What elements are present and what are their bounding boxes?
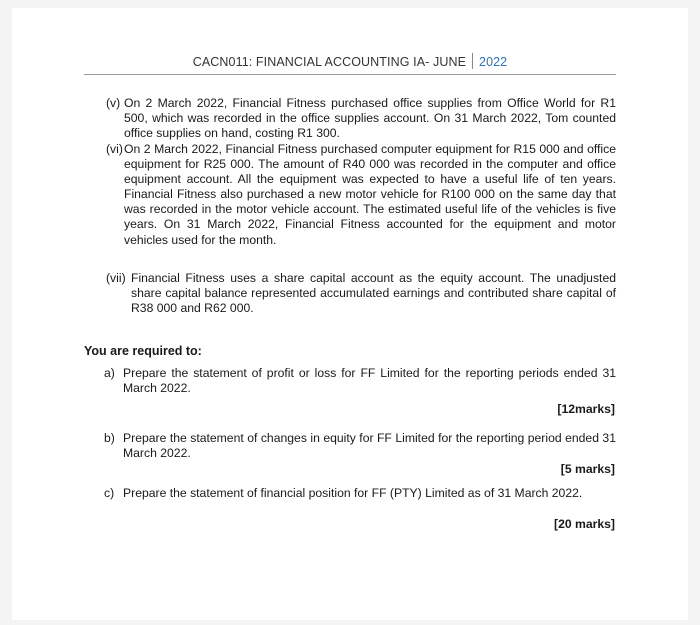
header-divider [472, 53, 473, 69]
header-year: 2022 [479, 55, 508, 69]
task-b [104, 431, 616, 461]
course-title: CACN011: FINANCIAL ACCOUNTING IA- JUNE [192, 55, 467, 69]
task-text: Prepare the statement of changes in equity for FF Limited for the reporting period ended 31 March 2022. [123, 431, 616, 461]
list-item-vii [106, 271, 616, 316]
task-number: c) [104, 486, 115, 500]
item-number: (vi) [106, 142, 123, 156]
required-heading: You are required to: [84, 344, 202, 358]
list-item-vi [106, 142, 616, 248]
item-text: On 2 March 2022, Financial Fitness purchased office supplies from Office World for R1 500, which was recorded in the office supplies account. On 31 March 2022, Tom counted office supplies on hand, costing R1 300. [124, 96, 616, 141]
task-number: b) [104, 431, 115, 445]
header-rule [84, 74, 616, 75]
task-a-marks: [12marks] [557, 402, 615, 416]
item-number: (vii) [106, 271, 126, 285]
item-text: Financial Fitness uses a share capital account as the equity account. The unadjusted share capital balance represented accumulated earnings and contributed share capital of R38 000 and R62 000. [131, 271, 616, 316]
item-number: (v) [106, 96, 121, 110]
task-number: a) [104, 366, 115, 380]
task-text: Prepare the statement of financial position for FF (PTY) Limited as of 31 March 2022. [123, 486, 583, 500]
task-text: Prepare the statement of profit or loss for FF Limited for the reporting periods ended 31 March 2022. [123, 366, 616, 396]
task-c-marks: [20 marks] [554, 517, 615, 531]
task-c [104, 486, 616, 501]
task-a [104, 366, 616, 396]
page-header [84, 53, 616, 73]
item-text: On 2 March 2022, Financial Fitness purchased computer equipment for R15 000 and office equipment for R25 000. The amount of R40 000 was recorded in the computer and office equipment account. All the equipment was expected to have a useful life of ten years. Financial Fitness also purchased a new motor vehicle for R100 000 on the same day that was recorded in the motor vehicle account. The estimated useful life of the vehicles is five years. On 31 March 2022, Financial Fitness accounted for the equipment and motor vehicles used for the month. [124, 142, 616, 247]
list-item-v [106, 96, 616, 141]
task-b-marks: [5 marks] [560, 462, 615, 476]
